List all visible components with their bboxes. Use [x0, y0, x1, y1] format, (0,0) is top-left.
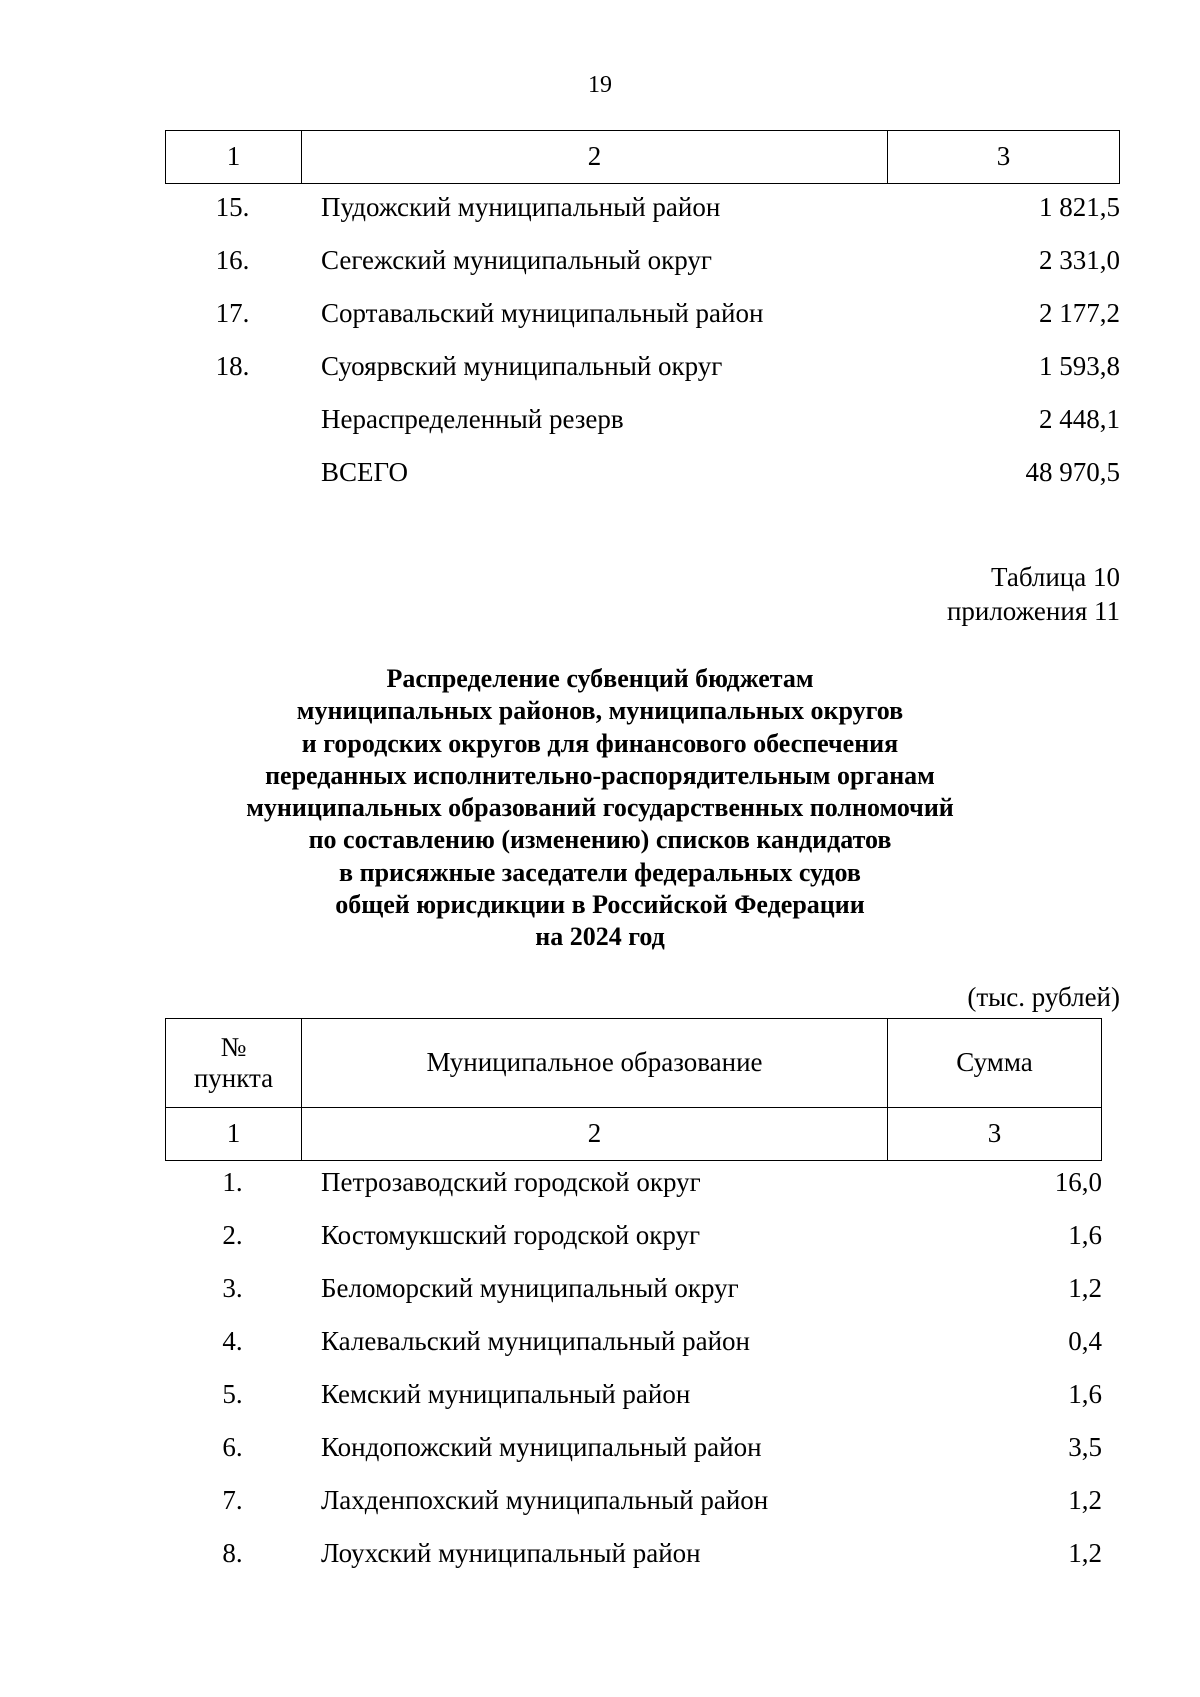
row-number: 5. — [222, 1379, 243, 1409]
page-number: 19 — [588, 72, 612, 98]
title-line: в присяжные заседатели федеральных судов — [339, 857, 861, 887]
table-row — [165, 1538, 1102, 1591]
row-sum: 1,2 — [1068, 1485, 1102, 1515]
row-number: 16. — [215, 245, 250, 275]
column-number-1: 1 — [166, 1108, 302, 1161]
row-sum: 1 593,8 — [1039, 351, 1120, 381]
row-name: Кондопожский муниципальный район — [321, 1432, 762, 1462]
title-line: муниципальных районов, муниципальных округов — [296, 696, 904, 726]
table-row — [165, 192, 1120, 245]
continued-table-header — [165, 130, 1120, 184]
units-label: (тыс. рублей) — [967, 982, 1120, 1012]
document-title — [0, 663, 1200, 954]
row-name: Лахденпохский муниципальный район — [321, 1485, 769, 1515]
title-line: муниципальных образований государственных полномочий — [246, 793, 954, 823]
row-number: 18. — [215, 351, 250, 381]
row-name: Сегежский муниципальный округ — [321, 245, 712, 275]
table-row — [165, 1167, 1102, 1220]
row-sum: 2 448,1 — [1039, 404, 1120, 434]
title-line: общей юрисдикции в Российской Федерации — [335, 890, 865, 920]
table-caption-line-2: приложения 11 — [946, 596, 1120, 626]
title-line: Распределение субвенций бюджетам — [386, 664, 814, 693]
row-sum: 3,5 — [1068, 1432, 1102, 1462]
row-sum: 1 821,5 — [1039, 192, 1120, 222]
table-row — [165, 298, 1120, 351]
title-line: и городских округов для финансового обеспечения — [301, 728, 899, 758]
table-row — [165, 1485, 1102, 1538]
reserve-row — [165, 404, 1120, 457]
header-sum-cell: Сумма — [888, 1019, 1102, 1108]
table-row — [165, 351, 1120, 404]
column-number-1: 1 — [166, 131, 302, 184]
row-name: Костомукшский городской округ — [321, 1220, 701, 1250]
row-number: 17. — [215, 298, 250, 328]
column-number-3: 3 — [888, 131, 1120, 184]
row-number: 3. — [222, 1273, 243, 1303]
row-sum: 1,2 — [1068, 1538, 1102, 1568]
row-name: Петрозаводский городской округ — [321, 1167, 701, 1197]
row-sum: 1,6 — [1068, 1379, 1102, 1409]
header-number-cell — [166, 1019, 302, 1108]
row-sum: 1,2 — [1068, 1273, 1102, 1303]
header-number-symbol: № — [220, 1031, 247, 1062]
column-number-2: 2 — [302, 1108, 888, 1161]
continued-table-body — [165, 192, 1120, 510]
row-number: 1. — [222, 1167, 243, 1197]
table-header — [165, 1018, 1102, 1161]
row-name: Калевальский муниципальный район — [321, 1326, 750, 1356]
row-sum: 16,0 — [1054, 1167, 1102, 1197]
table-caption-line-1: Таблица 10 — [991, 562, 1120, 592]
table-caption — [947, 560, 1120, 628]
row-name: Суоярвский муниципальный округ — [321, 351, 723, 381]
column-number-2: 2 — [302, 131, 888, 184]
row-name: ВСЕГО — [321, 457, 408, 487]
row-number: 4. — [222, 1326, 243, 1356]
row-name: Пудожский муниципальный район — [321, 192, 721, 222]
table-row — [165, 245, 1120, 298]
table-row — [165, 1432, 1102, 1485]
table-row — [165, 1273, 1102, 1326]
column-number-3: 3 — [888, 1108, 1102, 1161]
title-line: на 2024 год — [535, 922, 665, 952]
title-line: по составлению (изменению) списков кандидатов — [308, 825, 892, 855]
row-name: Беломорский муниципальный округ — [321, 1273, 739, 1303]
row-number: 15. — [215, 192, 250, 222]
table-row — [165, 1379, 1102, 1432]
row-name: Нераспределенный резерв — [321, 404, 624, 434]
row-sum: 48 970,5 — [1025, 457, 1120, 487]
total-row — [165, 457, 1120, 510]
table-row — [165, 1220, 1102, 1273]
row-name: Кемский муниципальный район — [321, 1379, 691, 1409]
table-body — [165, 1167, 1102, 1591]
row-number: 7. — [222, 1485, 243, 1515]
row-name: Сортавальский муниципальный район — [321, 298, 764, 328]
row-number: 6. — [222, 1432, 243, 1462]
row-sum: 2 331,0 — [1039, 245, 1120, 275]
row-sum: 1,6 — [1068, 1220, 1102, 1250]
table-row — [165, 1326, 1102, 1379]
row-name: Лоухский муниципальный район — [321, 1538, 701, 1568]
row-sum: 2 177,2 — [1039, 298, 1120, 328]
row-number: 2. — [222, 1220, 243, 1250]
row-number: 8. — [222, 1538, 243, 1568]
header-number-label: пункта — [193, 1063, 274, 1093]
header-name-cell: Муниципальное образование — [302, 1019, 888, 1108]
title-line: переданных исполнительно-распорядительным органам — [265, 760, 935, 790]
row-sum: 0,4 — [1068, 1326, 1102, 1356]
